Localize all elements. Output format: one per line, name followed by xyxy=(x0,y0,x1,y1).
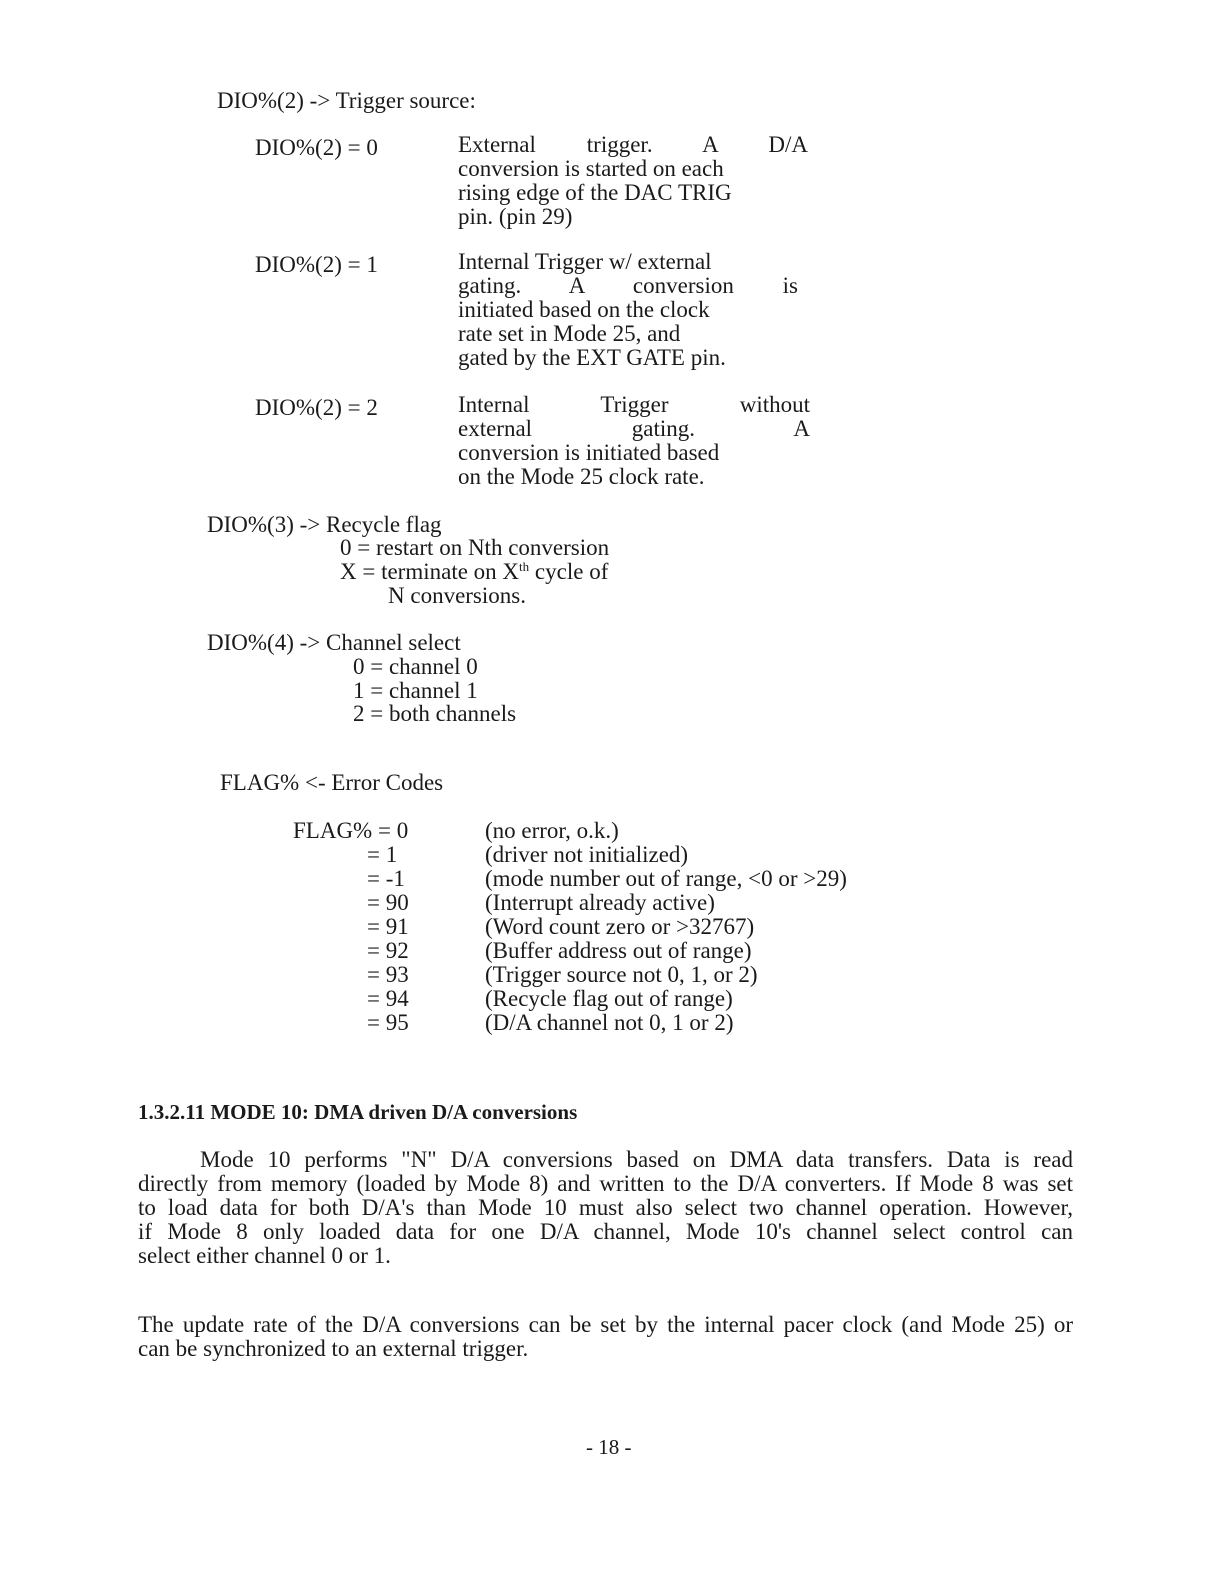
error-code-value: = -1 xyxy=(367,866,405,891)
trigger-option-0-description: External trigger. A D/A conversion is started on each rising edge of the DAC TRIG pin. (pin 29) xyxy=(458,132,808,229)
error-code-value: = 94 xyxy=(367,986,409,1011)
trigger-option-1-label: DIO%(2) = 1 xyxy=(255,252,378,277)
error-code-description: (D/A channel not 0, 1 or 2) xyxy=(485,1010,734,1035)
trigger-option-2-label: DIO%(2) = 2 xyxy=(255,395,378,420)
recycle-option-x: X = terminate on Xth cycle of xyxy=(340,559,609,584)
section-paragraph-1: Mode 10 performs "N" D/A conversions based on DMA data transfers. Data is read directly from memory (loaded by Mode 8) and written to the D/A converters. If Mode 8 was set to load data for both D/A's than Mode 10 must also select two channel operation. However, if Mode 8 only loaded data for one D/A channel, Mode 10's channel select control can select either channel 0 or 1. xyxy=(138,1147,1073,1268)
error-code-description: (Word count zero or >32767) xyxy=(485,914,755,939)
error-code-description: (Trigger source not 0, 1, or 2) xyxy=(485,962,758,987)
error-code-values xyxy=(367,843,409,1035)
trigger-option-2-description: Internal Trigger without external gating. A conversion is initiated based on the Mode 25 clock rate. xyxy=(458,392,810,489)
error-code-descriptions xyxy=(485,819,847,1035)
error-code-value: = 91 xyxy=(367,914,409,939)
error-code-value: = 90 xyxy=(367,890,409,915)
error-code-label: FLAG% = 0 xyxy=(293,818,409,843)
recycle-flag-header: DIO%(3) -> Recycle flag xyxy=(207,512,442,537)
channel-select-header: DIO%(4) -> Channel select xyxy=(207,630,461,655)
error-code-description: (no error, o.k.) xyxy=(485,818,619,843)
error-code-value: = 1 xyxy=(367,842,398,867)
channel-option-2: 2 = both channels xyxy=(353,701,517,726)
recycle-option-x-continued: N conversions. xyxy=(388,583,526,608)
channel-option-0: 0 = channel 0 xyxy=(353,654,478,679)
error-code-description: (Recycle flag out of range) xyxy=(485,986,733,1011)
error-code-description: (Buffer address out of range) xyxy=(485,938,752,963)
channel-option-1: 1 = channel 1 xyxy=(353,678,478,703)
page-number: - 18 - xyxy=(586,1435,632,1459)
error-codes-header: FLAG% <- Error Codes xyxy=(220,770,444,795)
error-code-description: (mode number out of range, <0 or >29) xyxy=(485,866,847,891)
error-code-value: = 93 xyxy=(367,962,409,987)
trigger-option-1-description: Internal Trigger w/ external gating. A conversion is initiated based on the clock rate set in Mode 25, and gated by the EXT GATE pin. xyxy=(458,249,798,370)
error-code-value: = 95 xyxy=(367,1010,409,1035)
section-paragraph-2: The update rate of the D/A conversions can be set by the internal pacer clock (and Mode 25) or can be synchronized to an external trigger. xyxy=(138,1312,1073,1361)
error-code-description: (Interrupt already active) xyxy=(485,890,715,915)
error-code-description: (driver not initialized) xyxy=(485,842,689,867)
error-code-value: = 92 xyxy=(367,938,409,963)
trigger-option-0-label: DIO%(2) = 0 xyxy=(255,135,378,160)
section-heading: 1.3.2.11 MODE 10: DMA driven D/A conversions xyxy=(138,1100,578,1124)
trigger-source-header: DIO%(2) -> Trigger source: xyxy=(217,88,476,113)
recycle-option-0: 0 = restart on Nth conversion xyxy=(340,535,610,560)
